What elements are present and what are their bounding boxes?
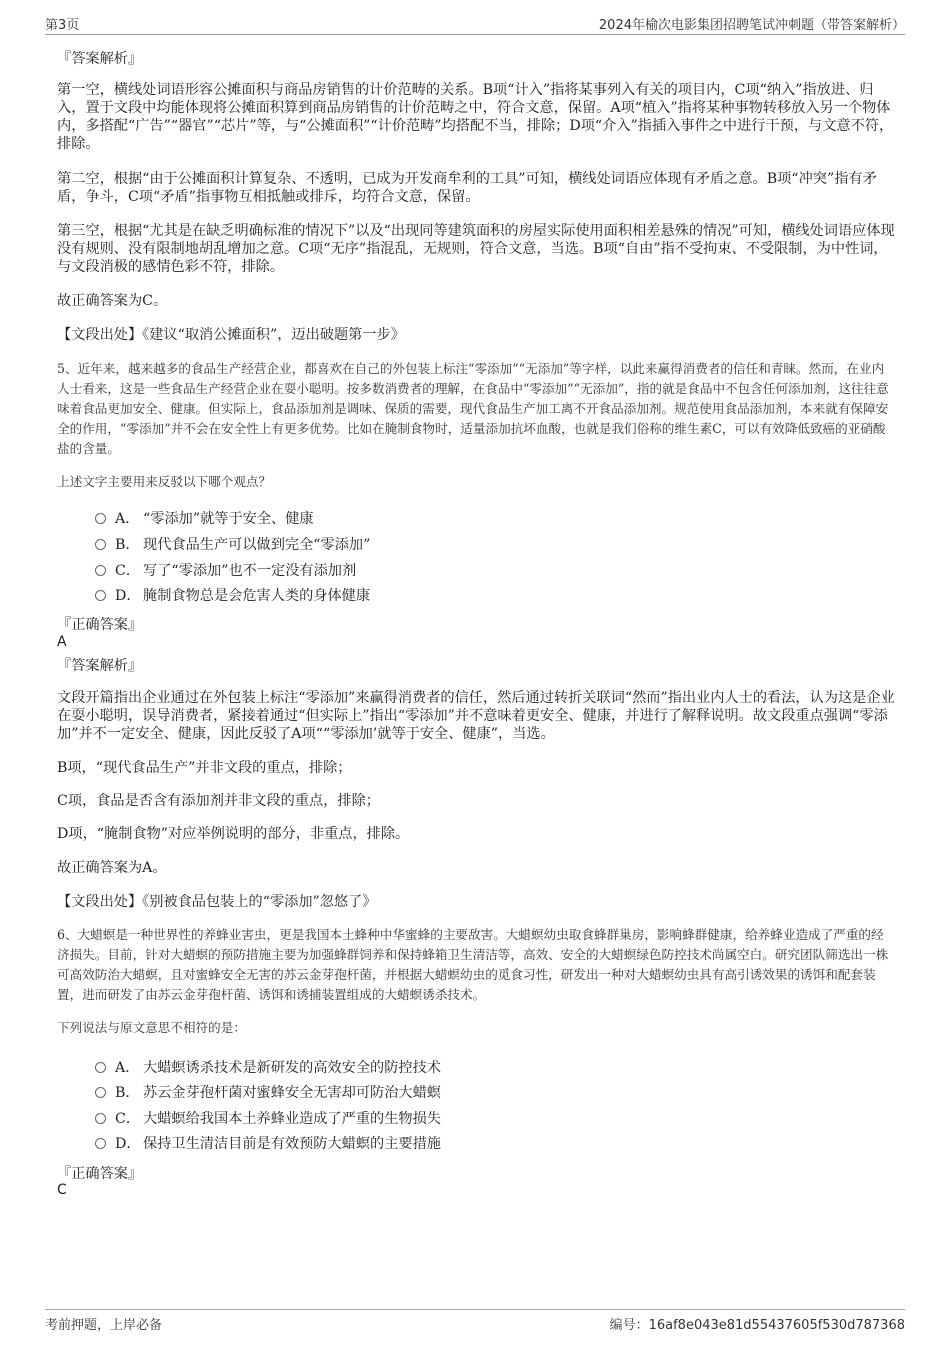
analysis-paragraph: B项，“现代食品生产”并非文段的重点，排除； — [57, 760, 352, 776]
radio-icon[interactable] — [95, 590, 106, 601]
question-passage: 5、近年来，越来越多的食品生产经营企业，都喜欢在自己的外包装上标注“零添加”“无添加”等字样，以此来赢得消费者的信任和青睐。然而，在业内人士看来，这是一些食品生产经营企业在耍小聪明。按多数消费者的理解，在食品中“零添加”“无添加”，指的就是食品中不包含任何添加剂，这往往意味着食品更加安全、健康。但实际上，食品添加剂是调味、保质的需要，现代食品生产加工离不开食品添加剂。规范使用食品添加剂，本来就有保障安全的作用，“零添加”并不会在安全性上有更多优势。比如在腌制食物时，适量添加抗坏血酸，也就是我们俗称的维生素C，可以有效降低致癌的亚硝酸盐的含量。 — [57, 361, 889, 456]
analysis-paragraph: 第一空，横线处词语形容公摊面积与商品房销售的计价范畴的关系。B项“计入”指将某事列入有关的项目内，C项“纳入”指放进、归入，置于文段中均能体现将公摊面积算到商品房销售的计价范畴之中，符合文意，保留。A项“植入”指将某种事物转移放入另一个物体内，多搭配“广告”“器官”“芯片”等，与“公摊面积”“计价范畴”均搭配不当，排除；D项“介入”指插入事件之中进行干预，与文意不符，排除。 — [57, 82, 894, 152]
radio-icon[interactable] — [95, 565, 106, 576]
option-d[interactable]: D． 保持卫生清洁目前是有效预防大蜡螟的主要措施 — [95, 1134, 441, 1154]
analysis-label: 『答案解析』 — [57, 658, 143, 674]
radio-icon[interactable] — [95, 1138, 106, 1149]
document-id: 编号：16af8e043e81d55437605f530d787368 — [609, 1318, 905, 1333]
option-a[interactable]: A． 大蜡螟诱杀技术是新研发的高效安全的防控技术 — [95, 1058, 441, 1078]
question-prompt: 上述文字主要用来反驳以下哪个观点？ — [57, 474, 272, 489]
question-passage: 6、大蜡螟是一种世界性的养蜂业害虫，更是我国本土蜂种中华蜜蜂的主要敌害。大蜡螟幼虫取食蜂群巢房，影响蜂群健康，给养蜂业造成了严重的经济损失。目前，针对大蜡螟的预防措施主要为加强蜂群饲养和保持蜂箱卫生清洁等，高效、安全的大蜡螟绿色防控技术尚属空白。研究团队筛选出一株可高效防治大蜡螟，且对蜜蜂安全无害的苏云金芽孢杆菌，并根据大蜡螟幼虫的觅食习性，研发出一种对大蜡螟幼虫具有高引诱效果的诱饵和配套装置，进而研发了由苏云金芽孢杆菌、诱饵和诱捕装置组成的大蜡螟诱杀技术。 — [57, 927, 889, 1002]
analysis-paragraph: 文段开篇指出企业通过在外包装上标注“零添加”来赢得消费者的信任，然后通过转折关联词“然而”指出业内人士的看法，认为这是企业在耍小聪明，误导消费者，紧接着通过“但实际上”指出“零添加”并不意味着更安全、健康，并进行了解释说明。故文段重点强调“零添加”并不一定安全、健康，因此反驳了A项““零添加’就等于安全、健康”，当选。 — [57, 690, 895, 742]
source-citation: 【文段出处】《建议“取消公摊面积”，迈出破题第一步》 — [57, 327, 405, 343]
analysis-paragraph: 第二空，根据“由于公摊面积计算复杂、不透明，已成为开发商牟利的工具”可知，横线处词语应体现有矛盾之意。B项“冲突”指有矛盾，争斗，C项“矛盾”指事物互相抵触或排斥，均符合文意，保留。 — [57, 171, 877, 205]
option-b[interactable]: B． 现代食品生产可以做到完全“零添加” — [95, 535, 370, 555]
conclusion: 故正确答案为C。 — [57, 293, 168, 309]
option-c[interactable]: C． 大蜡螟给我国本土养蜂业造成了严重的生物损失 — [95, 1109, 441, 1129]
analysis-paragraph: 第三空，根据“尤其是在缺乏明确标准的情况下”以及“出现同等建筑面积的房屋实际使用面积相差悬殊的情况”可知，横线处词语应体现没有规则、没有限制地胡乱增加之意。C项“无序”指混乱，无规则，符合文意，当选。B项“自由”指不受拘束、不受限制，为中性词，与文段消极的感情色彩不符，排除。 — [57, 223, 895, 275]
option-a[interactable]: A． “零添加”就等于安全、健康 — [95, 509, 314, 529]
correct-answer-label: 『正确答案』 — [57, 1166, 143, 1182]
analysis-paragraph: D项，“腌制食物”对应举例说明的部分，非重点，排除。 — [57, 826, 410, 842]
footer-slogan: 考前押题，上岸必备 — [45, 1318, 163, 1333]
option-c[interactable]: C． 写了“零添加”也不一定没有添加剂 — [95, 561, 356, 581]
document-title: 2024年榆次电影集团招聘笔试冲刺题（带答案解析） — [598, 18, 905, 33]
radio-icon[interactable] — [95, 1113, 106, 1124]
radio-icon[interactable] — [95, 1062, 106, 1073]
correct-answer: A — [57, 634, 67, 650]
page-header — [45, 14, 905, 35]
radio-icon[interactable] — [95, 1087, 106, 1098]
option-b[interactable]: B． 苏云金芽孢杆菌对蜜蜂安全无害却可防治大蜡螟 — [95, 1083, 441, 1103]
source-citation: 【文段出处】《别被食品包装上的“零添加”忽悠了》 — [57, 894, 377, 910]
radio-icon[interactable] — [95, 539, 106, 550]
correct-answer: C — [57, 1182, 67, 1198]
page-number: 第3页 — [45, 18, 80, 33]
page-footer — [45, 1309, 905, 1336]
option-d[interactable]: D． 腌制食物总是会危害人类的身体健康 — [95, 586, 370, 606]
question-prompt: 下列说法与原文意思不相符的是： — [57, 1020, 246, 1035]
analysis-paragraph: C项，食品是否含有添加剂并非文段的重点，排除； — [57, 793, 380, 809]
correct-answer-label: 『正确答案』 — [57, 617, 143, 633]
radio-icon[interactable] — [95, 513, 106, 524]
analysis-label: 『答案解析』 — [57, 51, 143, 67]
conclusion: 故正确答案为A。 — [57, 860, 167, 876]
